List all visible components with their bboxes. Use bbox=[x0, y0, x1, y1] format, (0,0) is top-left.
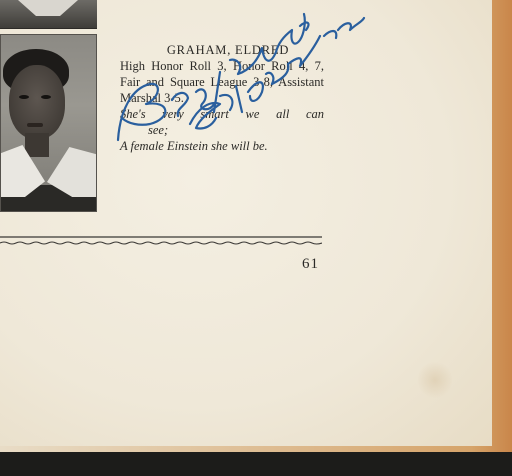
portrait-eye-left bbox=[19, 95, 29, 99]
student-name: GRAHAM, ELDRED bbox=[166, 43, 290, 57]
portrait-neck bbox=[25, 133, 49, 157]
page-number: 61 bbox=[302, 256, 319, 272]
portrait-mouth bbox=[27, 123, 43, 127]
student-activities: High Honor Roll 3, Honor Roll 4, 7, Fair and Square League 3-8, Assistant Marshal 3-5. bbox=[120, 59, 324, 105]
portrait-photo-above bbox=[0, 0, 97, 29]
portrait-eye-right bbox=[41, 95, 51, 99]
student-entry bbox=[120, 42, 324, 154]
decorative-divider bbox=[0, 234, 322, 248]
portrait-photo bbox=[0, 34, 97, 212]
verse-line-2: see; bbox=[148, 123, 169, 137]
verse-line-3: A female Einstein she will be. bbox=[120, 139, 268, 153]
divider-wavy-line bbox=[0, 242, 322, 244]
collar-fragment bbox=[18, 0, 78, 16]
student-verse bbox=[120, 106, 324, 154]
verse-line-1: She's very smart we all can bbox=[120, 107, 324, 121]
paper-stain bbox=[418, 360, 452, 400]
portrait-face bbox=[9, 65, 65, 139]
